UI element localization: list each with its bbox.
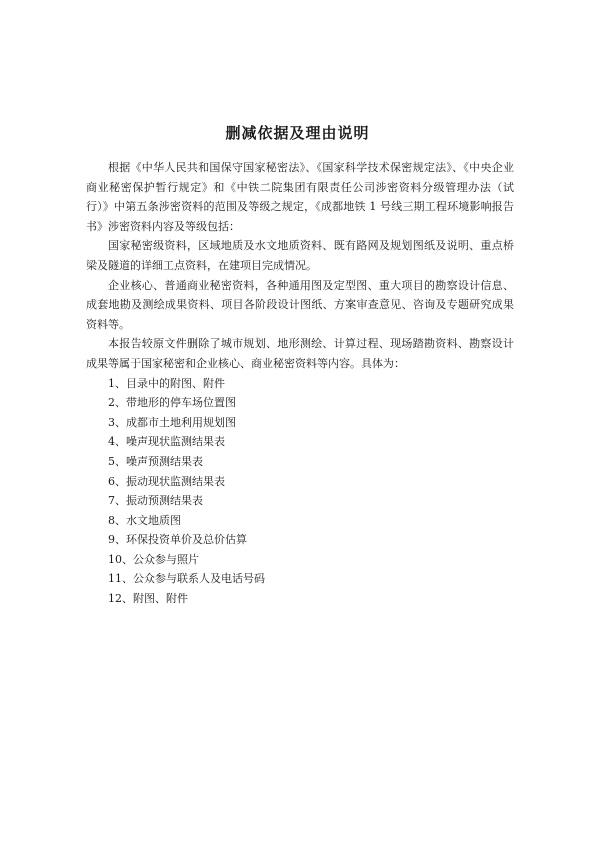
list-item: 6、振动现状监测结果表 (108, 474, 225, 488)
list-item: 4、噪声现状监测结果表 (108, 435, 225, 449)
deleted-items-list (86, 374, 514, 609)
list-item: 8、水文地质图 (108, 513, 181, 527)
paragraph-basis: 根据《中华人民共和国保守国家秘密法》、《国家科学技术保密规定法》、《中央企业商业秘密保护暂行规定》和《中铁二院集团有限责任公司涉密资料分级管理办法（试行）》中第五条涉密资料的范围及等级之规定，《成都地铁 1 号线三期工程环境影响报告书》涉密资料内容及等级包括： (86, 161, 514, 233)
list-item: 12、附图、附件 (108, 592, 188, 606)
list-item: 2、带地形的停车场位置图 (108, 396, 236, 410)
list-item: 7、振动预测结果表 (108, 494, 203, 508)
document-title: 删减依据及理由说明 (225, 124, 370, 142)
paragraph-state-secret: 国家秘密级资料，区域地质及水文地质资料、既有路网及规划图纸及说明、重点桥梁及隧道的详细工点资料，在建项目完成情况。 (86, 239, 514, 272)
document-body (86, 158, 514, 609)
list-item: 11、公众参与联系人及电话号码 (108, 572, 265, 586)
list-item: 5、噪声预测结果表 (108, 454, 203, 468)
list-item: 1、目录中的附图、附件 (108, 376, 225, 390)
list-item: 10、公众参与照片 (108, 552, 199, 566)
paragraph-deletion-summary: 本报告较原文件删除了城市规划、地形测绘、计算过程、现场踏勘资料、勘察设计成果等属于国家秘密和企业核心、商业秘密资料等内容。具体为： (86, 337, 514, 370)
paragraph-commercial-secret: 企业核心、普通商业秘密资料，各种通用图及定型图、重大项目的勘察设计信息、成套地勘及测绘成果资料、项目各阶段设计图纸、方案审查意见、咨询及专题研究成果资料等。 (86, 278, 514, 331)
list-item: 3、成都市土地利用规划图 (108, 415, 236, 429)
list-item: 9、环保投资单价及总价估算 (108, 533, 247, 547)
